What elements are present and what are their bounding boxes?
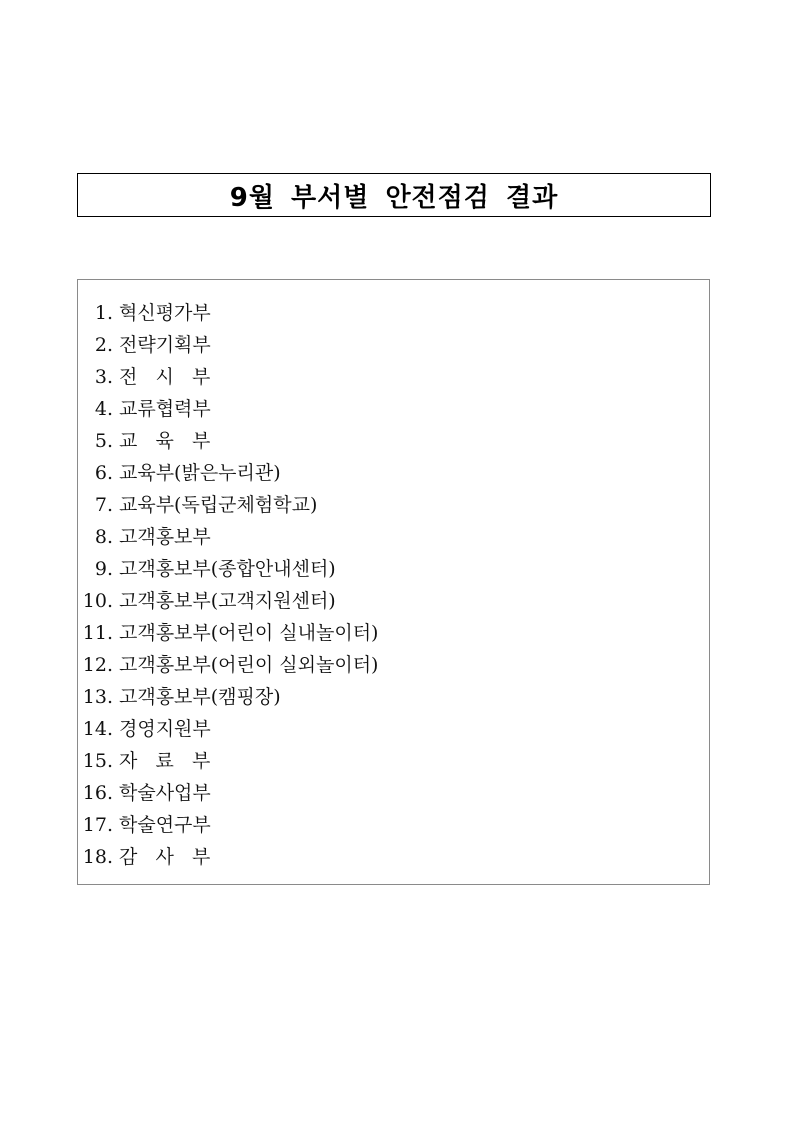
list-item-number: 4. [94,398,113,420]
list-item-number: 17. [82,814,113,836]
list-item-label: 고객홍보부 [119,526,211,548]
list-item-number: 7. [94,494,113,516]
list-item-label: 학술사업부 [119,782,211,804]
list-item-number: 1. [94,302,113,324]
list-item [78,713,378,745]
list-item [78,489,378,521]
list-item-number: 13. [82,686,113,708]
list-item-number: 8. [94,526,113,548]
list-item [78,809,378,841]
list-item [78,457,378,489]
list-item-number: 3. [94,366,113,388]
list-item [78,745,378,777]
list-item [78,681,378,713]
list-item [78,841,378,873]
list-item [78,297,378,329]
list-item [78,393,378,425]
list-item [78,617,378,649]
list-item-label: 학술연구부 [119,814,211,836]
list-item [78,521,378,553]
list-item-label: 혁신평가부 [119,302,211,324]
list-item-number: 6. [94,462,113,484]
list-item [78,777,378,809]
list-item-number: 9. [94,558,113,580]
list-item-label: 고객홍보부(어린이 실내놀이터) [119,622,379,644]
list-item-label: 감 사 부 [119,846,211,868]
list-item-label: 전략기획부 [119,334,211,356]
list-item [78,585,378,617]
list-item-label: 고객홍보부(캠핑장) [119,686,281,708]
list-item-number: 15. [82,750,113,772]
document-title-box [77,173,711,217]
list-item-number: 16. [82,782,113,804]
list-item-label: 고객홍보부(종합안내센터) [119,558,336,580]
list-item [78,361,378,393]
list-item [78,425,378,457]
list-item-number: 11. [82,622,113,644]
list-item-label: 자 료 부 [119,750,211,772]
list-item [78,553,378,585]
list-item-label: 교육부(독립군체험학교) [119,494,318,516]
list-item [78,649,378,681]
list-item-number: 10. [82,590,113,612]
list-item-label: 경영지원부 [119,718,211,740]
list-item-number: 18. [82,846,113,868]
department-list [78,297,378,873]
list-item-number: 12. [82,654,113,676]
list-item-label: 교류협력부 [119,398,211,420]
department-list-box [77,279,710,885]
list-item-label: 전 시 부 [119,366,211,388]
list-item-label: 교육부(밝은누리관) [119,462,281,484]
list-item-number: 2. [94,334,113,356]
document-title: 9월 부서별 안전점검 결과 [229,182,559,213]
list-item-number: 14. [82,718,113,740]
list-item-number: 5. [94,430,113,452]
list-item [78,329,378,361]
list-item-label: 고객홍보부(고객지원센터) [119,590,336,612]
list-item-label: 교 육 부 [119,430,211,452]
list-item-label: 고객홍보부(어린이 실외놀이터) [119,654,379,676]
